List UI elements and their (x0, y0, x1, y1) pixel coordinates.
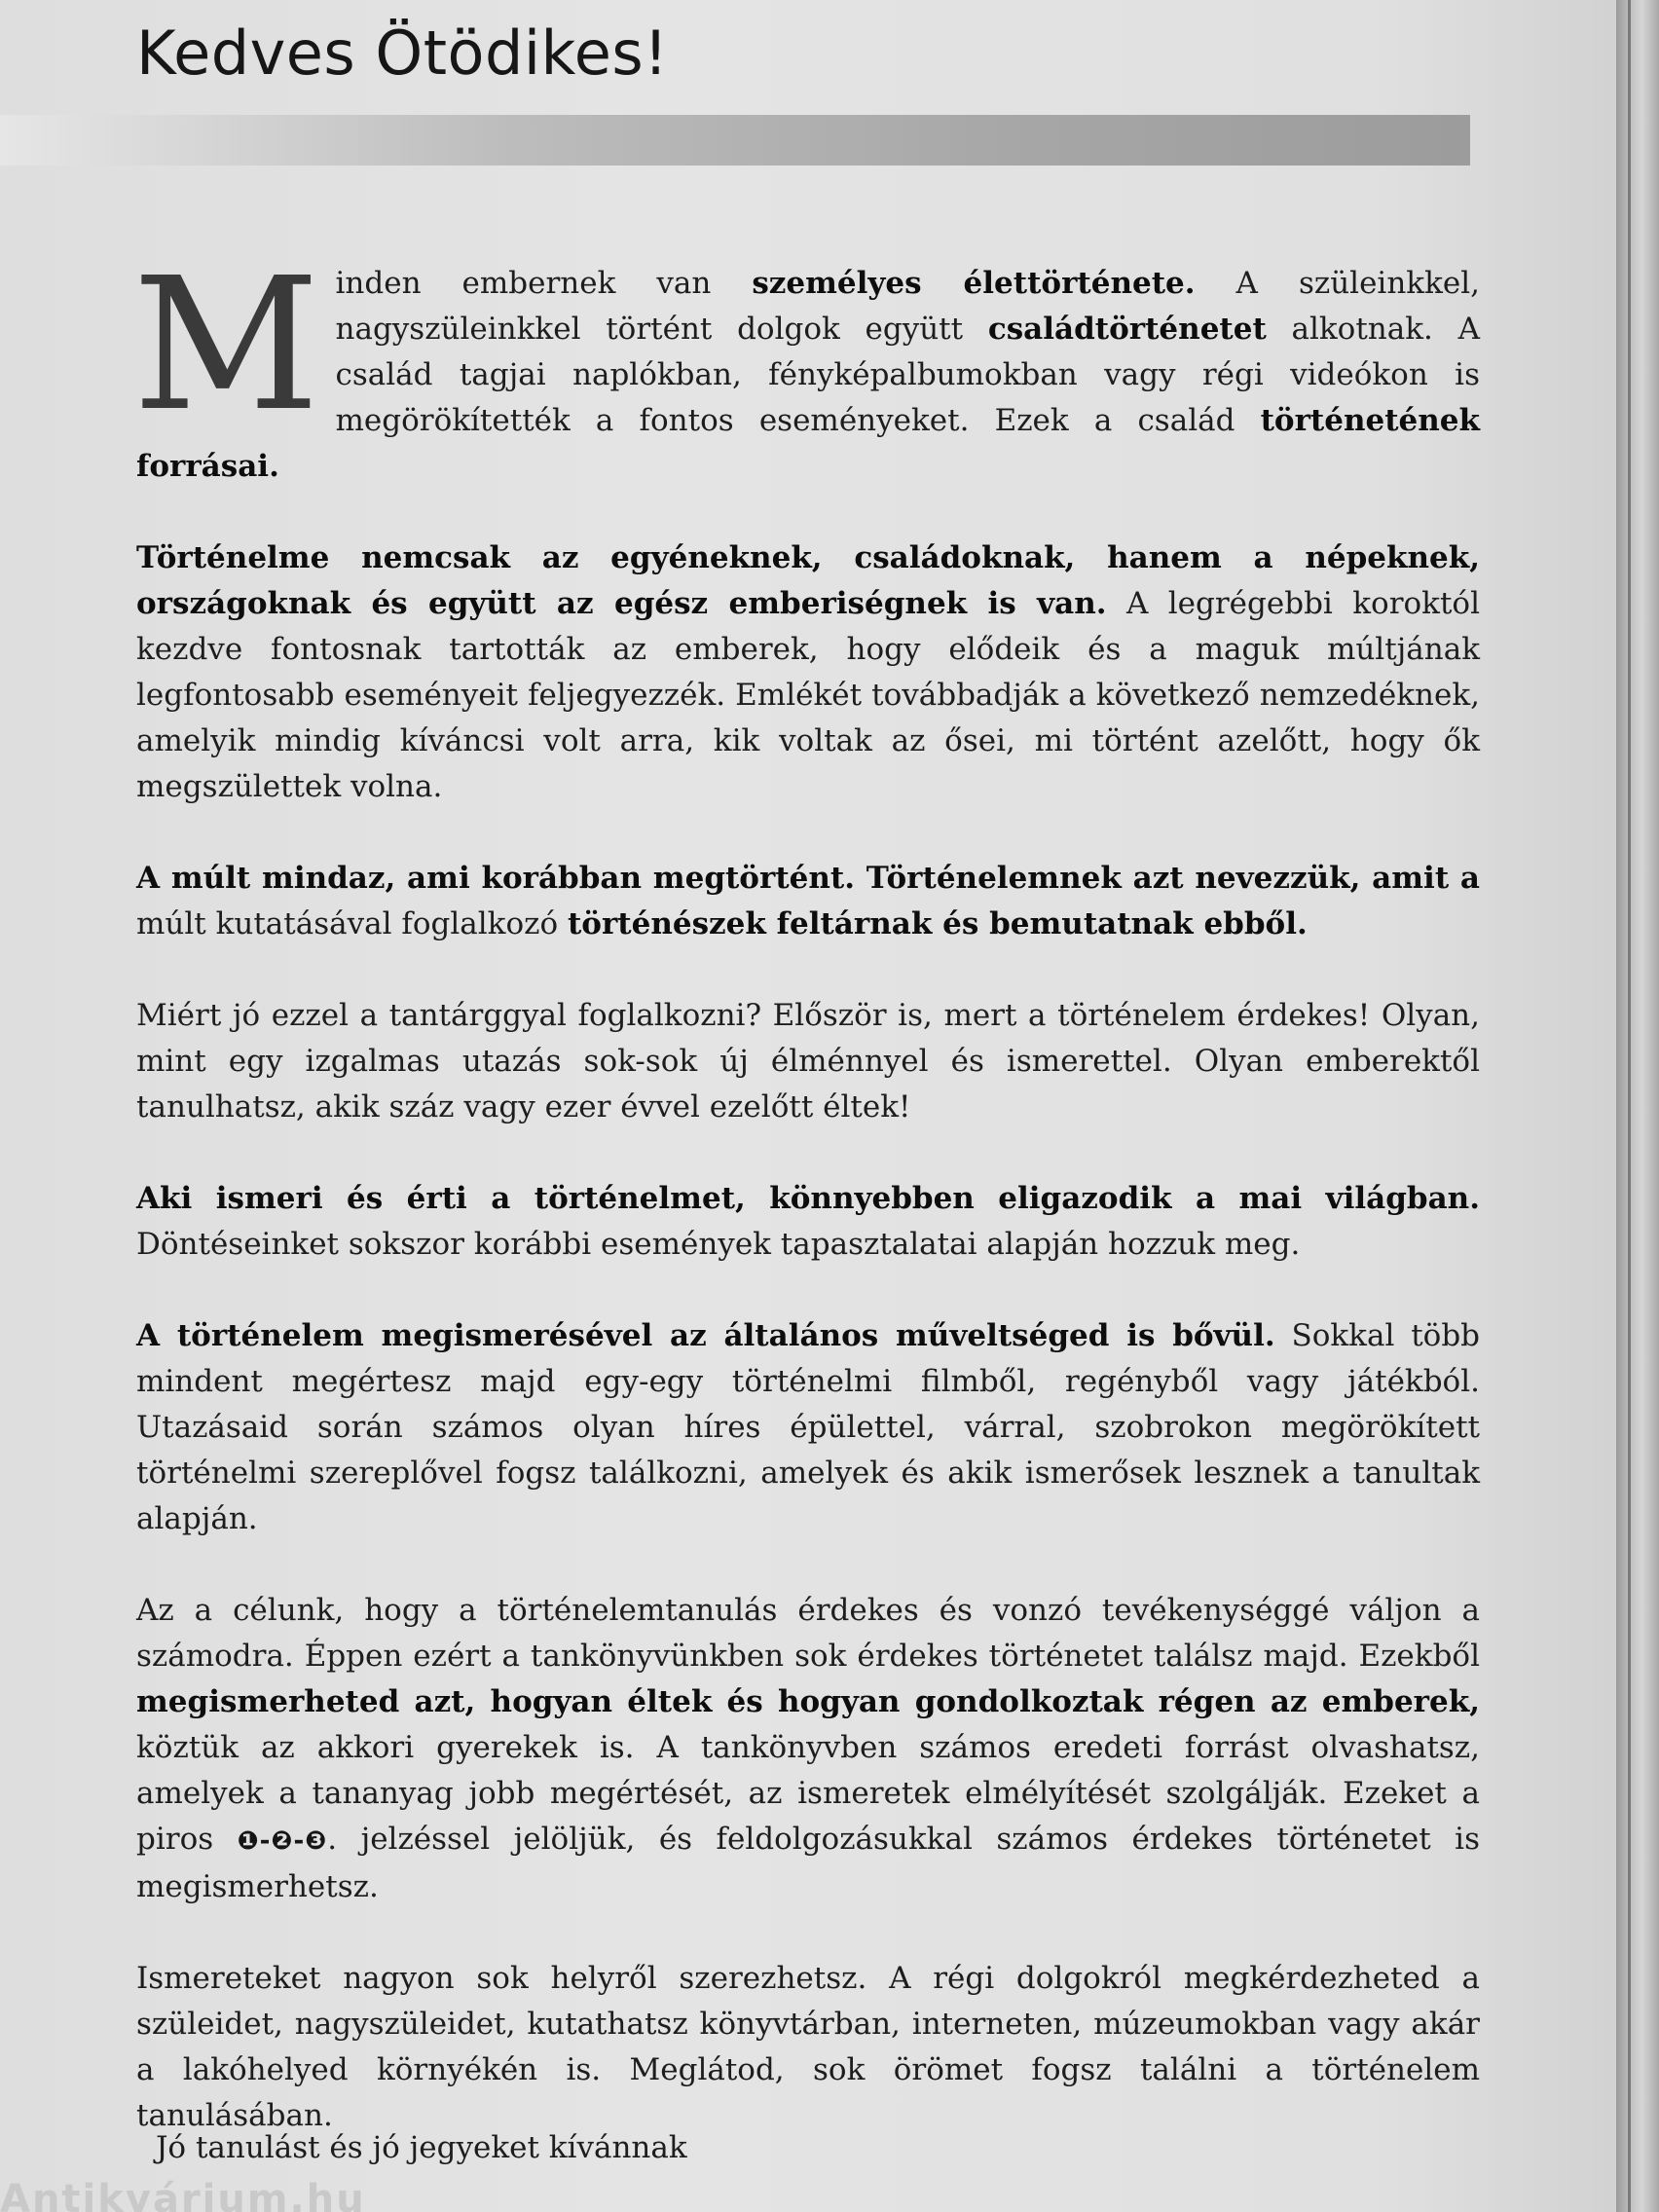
text-run: múlt kutatásával foglalkozó (136, 906, 568, 941)
page-title: Kedves Ötödikes! (136, 18, 669, 89)
paragraph (136, 1588, 1480, 1910)
page-edge-line (1628, 0, 1631, 2212)
text-run: . jelzéssel jelöljük, és feldolgozásukkal számos érdekes történetet is megismerhetsz. (136, 1822, 1480, 1904)
body-text (132, 239, 1481, 2185)
emphasis-text: családtörténetet (987, 312, 1267, 347)
text-run: Sokkal több mindent megértesz majd egy-egy történelmi filmből, regényből vagy játékból. Utazásaid során számos olyan híres épülettel, várral, szobrokon megörökített történelmi szereplővel fogsz találkozni, amelyek és akik ismerősek lesznek a tanultak alapján. (136, 1318, 1481, 1536)
paragraph (136, 1176, 1480, 1268)
emphasis-text: történetének forrásai. (136, 403, 1480, 484)
emphasis-text: Történelme nemcsak az egyéneknek, családoknak, hanem a népeknek, országoknak és együtt az egész emberiségnek is van. (136, 540, 1480, 621)
text-run: Miért jó ezzel a tantárggyal foglalkozni? Először is, mert a történelem érdekes! Olyan, mint egy izgalmas utazás sok-sok új élménnyel és ismerettel. Olyan emberektől tanulhatsz, akik száz vagy ezer évvel ezelőtt éltek! (136, 998, 1480, 1124)
text-run: Döntéseinket sokszor korábbi események tapasztalatai alapján hozzuk meg. (136, 1227, 1301, 1262)
text-run: Az a célunk, hogy a történelemtanulás érdekes és vonzó tevékenységgé váljon a számodra. Éppen ezért a tankönyvünkben sok érdekes történetet találsz majd. Ezekből (136, 1593, 1480, 1674)
text-run: Ismereteket nagyon sok helyről szerezhetsz. A régi dolgokról megkérdezheted a szüleidet, nagyszüleidet, kutathatsz könyvtárban, interneten, múzeumokban vagy akár a lakóhelyed környékén is. Meglátod, sok örömet fogsz találni a történelem tanulásában. (136, 1961, 1480, 2133)
paragraph (136, 535, 1480, 810)
text-run: A szüleinkkel, nagyszüleinkkel történt dolgok együtt (335, 266, 1480, 347)
page-edge (1616, 0, 1659, 2212)
emphasis-text: Aki ismeri és érti a történelmet, könnyebben eligazodik a mai világban. (136, 1181, 1480, 1216)
text-run: köztük az akkori gyerekek is. A tankönyvben számos eredeti forrást olvashatsz, amelyek a tananyag jobb megértését, az ismeretek elmélyítését szolgálják. Ezeket a piros (136, 1730, 1480, 1857)
emphasis-text: A történelem megismerésével az általános műveltséged is bővül. (136, 1318, 1275, 1353)
source-marker: ❶-❷-❸ (237, 1826, 328, 1856)
text-run: A legrégebbi koroktól kezdve fontosnak tartották az emberek, hogy elődeik és a maguk múltjának legfontosabb eseményeit feljegyezzék. Emlékét továbbadják a következő nemzedéknek, amelyik mindig kíváncsi volt arra, kik voltak az ősei, mi történt azelőtt, hogy ők megszülettek volna. (136, 586, 1480, 804)
watermark: Antikvárium.hu (0, 2177, 366, 2212)
text-run: alkotnak. A család tagjai naplókban, fényképalbumokban vagy régi videókon is megörökítették a fontos eseményeket. Ezek a család (335, 312, 1480, 438)
paragraph (136, 856, 1480, 947)
title-underline-bar (0, 115, 1470, 166)
emphasis-text: megismerheted azt, hogyan éltek és hogyan gondolkoztak régen az emberek, (136, 1684, 1480, 1719)
paragraph (136, 993, 1480, 1130)
paragraph (132, 239, 1480, 490)
closing-line: Jó tanulást és jó jegyeket kívánnak (156, 2130, 687, 2165)
paragraph (136, 1956, 1480, 2139)
emphasis-text: történészek feltárnak és bemutatnak ebből. (567, 906, 1308, 941)
drop-cap: M (132, 239, 320, 452)
text-run: inden embernek van (335, 266, 753, 301)
emphasis-text: A múlt mindaz, ami korábban megtörtént. Történelemnek azt nevezzük, amit a (136, 861, 1480, 896)
emphasis-text: személyes élettörténete. (752, 266, 1196, 301)
paragraph (136, 1313, 1480, 1542)
